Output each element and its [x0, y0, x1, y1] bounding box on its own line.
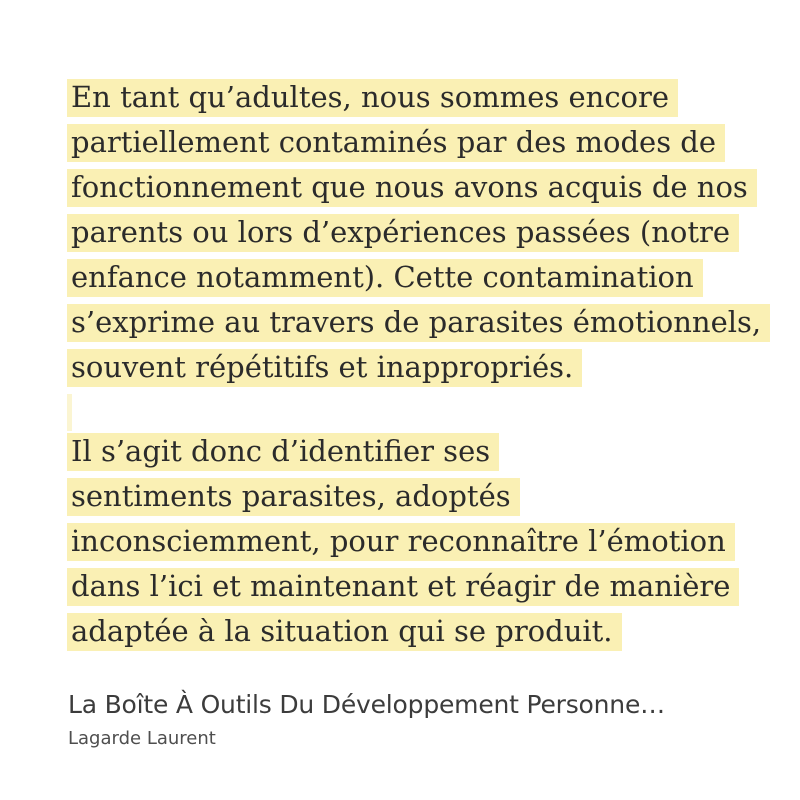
- book-author: Lagarde Laurent: [68, 728, 216, 749]
- quote-line: [67, 433, 770, 478]
- highlighted-quote: [67, 79, 770, 658]
- quote-line: [67, 613, 770, 658]
- quote-line-text: En tant qu’adultes, nous sommes encore: [67, 79, 678, 117]
- book-meta: [68, 690, 665, 750]
- quote-line-text: souvent répétitifs et inappropriés.: [67, 349, 582, 387]
- quote-line-text: parents ou lors d’expériences passées (notre: [67, 214, 739, 252]
- quote-line: [67, 523, 770, 568]
- quote-line: [67, 214, 770, 259]
- quote-line-text: s’exprime au travers de parasites émotionnels,: [67, 304, 770, 342]
- quote-line: [67, 169, 770, 214]
- quote-line-text: fonctionnement que nous avons acquis de nos: [67, 169, 757, 207]
- quote-line: [67, 259, 770, 304]
- quote-line: [67, 79, 770, 124]
- quote-line: [67, 478, 770, 523]
- quote-line-text: partiellement contaminés par des modes de: [67, 124, 725, 162]
- paragraph-break: [67, 394, 770, 433]
- book-title: La Boîte À Outils Du Développement Personne…: [68, 690, 665, 719]
- quote-line-text: dans l’ici et maintenant et réagir de manière: [67, 568, 739, 606]
- quote-line-text: inconsciemment, pour reconnaître l’émotion: [67, 523, 735, 561]
- quote-line-text: Il s’agit donc d’identifier ses: [67, 433, 499, 471]
- quote-line: [67, 349, 770, 394]
- quote-line: [67, 304, 770, 349]
- quote-line: [67, 124, 770, 169]
- quote-line-text: enfance notamment). Cette contamination: [67, 259, 703, 297]
- quote-line-text: adaptée à la situation qui se produit.: [67, 613, 622, 651]
- paragraph-break-highlight: [67, 394, 72, 431]
- quote-line-text: sentiments parasites, adoptés: [67, 478, 520, 516]
- quote-line: [67, 568, 770, 613]
